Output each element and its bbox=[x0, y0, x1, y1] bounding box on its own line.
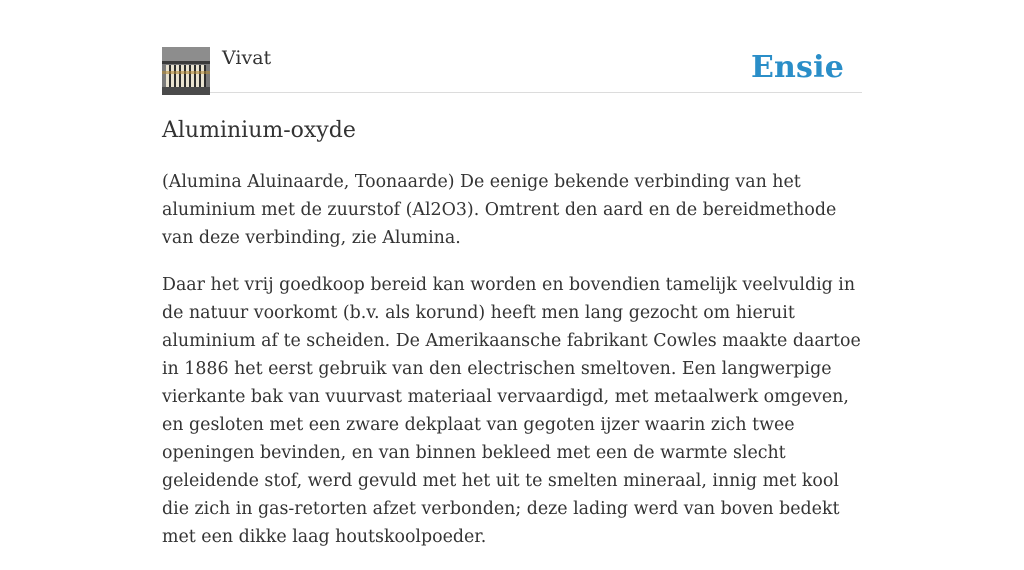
site-logo[interactable]: Ensie bbox=[750, 50, 844, 85]
bookshelf-avatar-icon[interactable] bbox=[162, 47, 210, 95]
author-name[interactable]: Vivat bbox=[222, 47, 272, 69]
page-header bbox=[162, 46, 862, 93]
avatar-image bbox=[162, 47, 210, 95]
article-paragraph: Daar het vrij goedkoop bereid kan worden en bovendien tamelijk veelvuldig in de natuur voorkomt (b.v. als korund) heeft men lang gezocht om hieruit aluminium af te scheiden. De Amerikaansche fabrikant Cowles maakte daartoe in 1886 het eerst gebruik van den electrischen smeltoven. Een langwerpige vierkante bak van vuurvast materiaal vervaardigd, met metaalwerk omgeven, en gesloten met een zware dekplaat van gegoten ijzer waarin zich twee openingen bevinden, en van binnen bekleed met een de warmte slecht geleidende stof, werd gevuld met het uit te smelten mineraal, innig met kool die zich in gas-retorten afzet verbonden; deze lading werd van boven bedekt met een dikke laag houtskoolpoeder. bbox=[162, 275, 861, 547]
article-title: Aluminium-oxyde bbox=[162, 118, 356, 143]
article-body bbox=[162, 168, 866, 570]
article-paragraph: (Alumina Aluinaarde, Toonaarde) De eenige bekende verbinding van het aluminium met de zuurstof (Al2O3). Omtrent den aard en de bereidmethode van deze verbinding, zie Alumina. bbox=[162, 172, 837, 248]
